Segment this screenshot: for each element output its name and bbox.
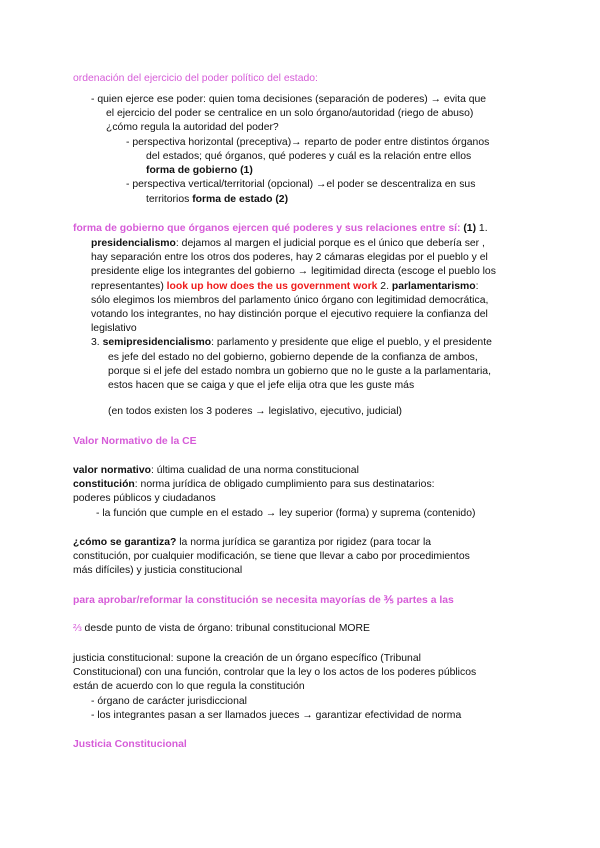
text-span: 2. <box>377 281 392 292</box>
bold-term: parlamentarismo <box>391 281 476 292</box>
text-line <box>91 336 492 351</box>
text-line: el ejercicio del poder se centralice en un solo órgano/autoridad (riego de abuso) <box>106 108 474 119</box>
text-span: : <box>475 281 479 292</box>
bold-term: forma de estado (2) <box>192 194 289 205</box>
text-line: - perspectiva horizontal (preceptiva)→ reparto de poder entre distintos órganos <box>126 137 490 148</box>
text-line <box>73 478 435 493</box>
bold-term: valor normativo <box>73 465 151 476</box>
text-line: están de acuerdo con lo que regula la constitución <box>73 681 305 692</box>
fraction-highlight: ⅔ <box>73 623 82 634</box>
text-line: presidente elige los integrantes del gobierno → legitimidad directa (escoge el pueblo los <box>91 266 496 277</box>
text-line: sólo elegimos los miembros del parlamento único órgano con legitimidad democrática, <box>91 295 489 306</box>
bold-number: (1) <box>463 223 477 234</box>
text-line <box>73 536 431 551</box>
text-span: : última cualidad de una norma constitucional <box>150 465 359 476</box>
text-line: - quien ejerce ese poder: quien toma decisiones (separación de poderes) → evita que <box>91 94 487 105</box>
section-heading-forma-gobierno: forma de gobierno que órganos ejercen qué poderes y sus relaciones entre sí: <box>73 223 461 234</box>
text-line <box>91 237 485 252</box>
red-highlight-note: look up how does the us government work <box>166 281 378 292</box>
section-heading-justicia-constitucional: Justicia Constitucional <box>73 739 187 750</box>
text-line: porque si el jefe del estado nombra un gobierno que no le guste a la parlamentaria, <box>108 366 491 377</box>
bold-term: ¿cómo se garantiza? <box>73 537 177 548</box>
pink-highlight-line: para aprobar/reformar la constitución se necesita mayorías de ⅗ partes a las <box>73 595 454 606</box>
text-span: desde punto de vista de órgano: tribunal constitucional MORE <box>81 623 370 634</box>
text-line <box>91 280 478 295</box>
text-line: más difíciles) y justicia constitucional <box>73 565 243 576</box>
text-line: ¿cómo regula la autoridad del poder? <box>106 122 279 133</box>
text-line: justicia constitucional: supone la creación de un órgano específico (Tribunal <box>73 653 421 664</box>
text-span: representantes) <box>91 281 167 292</box>
text-line <box>73 622 370 637</box>
text-span: territorios <box>146 194 193 205</box>
section-heading-ordenacion: ordenación del ejercicio del poder político del estado: <box>73 73 318 84</box>
text-span: 3. <box>91 337 103 348</box>
text-span: : parlamento y presidente que elige el pueblo, y el presidente <box>211 337 492 348</box>
text-line: es jefe del estado no del gobierno, gobierno depende de la confianza de ambos, <box>108 352 478 363</box>
text-line: estos hacen que se caiga y que el jefe elija otra que les guste más <box>108 380 415 391</box>
text-span: : dejamos al margen el judicial porque es el único que debería ser , <box>175 238 485 249</box>
text-line: - la función que cumple en el estado → ley superior (forma) y suprema (contenido) <box>96 508 476 519</box>
text-line: - los integrantes pasan a ser llamados jueces → garantizar efectividad de norma <box>91 710 462 721</box>
text-line <box>73 464 359 479</box>
text-line: (en todos existen los 3 poderes → legislativo, ejecutivo, judicial) <box>108 406 402 417</box>
text-line <box>146 164 253 179</box>
bold-term: semipresidencialismo <box>102 337 212 348</box>
bold-term: presidencialismo <box>91 238 176 249</box>
text-span: 1. <box>476 223 488 234</box>
text-span: : norma jurídica de obligado cumplimiento para sus destinatarios: <box>134 479 435 490</box>
text-line <box>146 193 288 208</box>
text-span: la norma jurídica se garantiza por rigidez (para tocar la <box>176 537 432 548</box>
text-line: del estados; qué órganos, qué poderes y cuál es la relación entre ellos <box>146 151 472 162</box>
text-line: poderes públicos y ciudadanos <box>73 493 216 504</box>
text-line <box>73 222 488 237</box>
text-line: votando los integrantes, no hay distinción porque el ejecutivo requiere la confianza del <box>91 309 488 320</box>
text-line: Constitucional) con una función, controlar que la ley o los actos de los poderes públicos <box>73 667 477 678</box>
bold-term: constitución <box>73 479 135 490</box>
text-line: constitución, por cualquier modificación, se tiene que llevar a cabo por procedimientos <box>73 551 470 562</box>
section-heading-valor-normativo: Valor Normativo de la CE <box>73 436 197 447</box>
text-line: hay separación entre los otros dos poderes, hay 2 cámaras elegidas por el pueblo y el <box>91 252 488 263</box>
bold-term: forma de gobierno (1) <box>146 165 253 176</box>
text-line: - órgano de carácter jurisdiccional <box>91 696 247 707</box>
text-line: legislativo <box>91 323 137 334</box>
text-line: - perspectiva vertical/territorial (opcional) →el poder se descentraliza en sus <box>126 179 476 190</box>
